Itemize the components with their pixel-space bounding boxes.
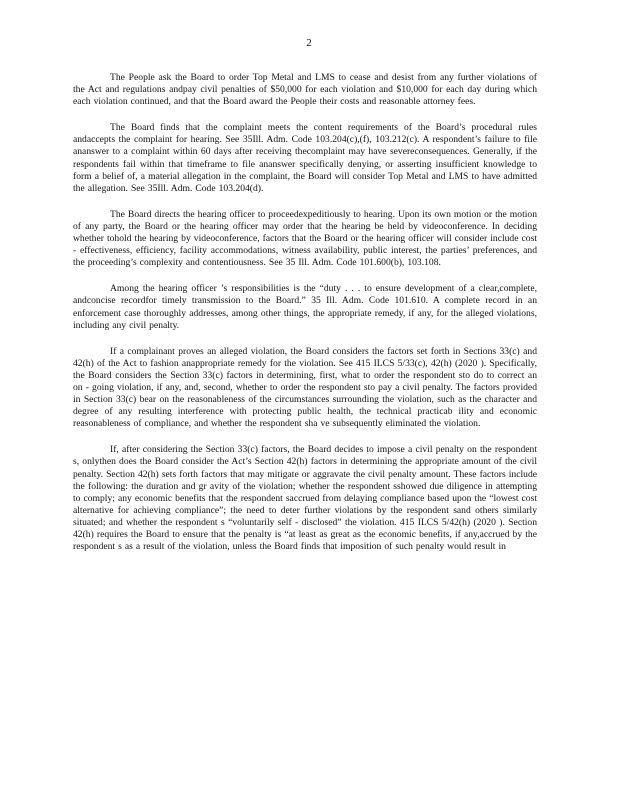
paragraph-request-relief: The People ask the Board to order Top Metal and LMS to cease and desist from any further violations of the Act and regulations andpay civil penalties of $50,000 for each violation and $10,000 for each day during which each violation continued, and that the Board award the People their costs and reasonable attorney fees. <box>73 72 537 108</box>
paragraph-section-42h: If, after considering the Section 33(c) factors, the Board decides to impose a civil penalty on the respondent s, onlythen does the Board consider the Act’s Section 42(h) factors in determining the appropriate amount of the civil penalty. Section 42(h) sets forth factors that may mitigate or aggravate the civil penalty amount. These factors include the following: the duration and gr avity of the violation; whether the respondent sshowed due diligence in attempting to comply; any economic benefits that the respondent saccrued from delaying compliance based upon the “lowest cost alternative for achieving compliance”; the need to deter further violations by the respondent sand others similarly situated; and whether the respondent s “voluntarily self - disclosed” the violation. 415 ILCS 5/42(h) (2020 ). Section 42(h) requires the Board to ensure that the penalty is “at least as great as the economic benefits, if any,accrued by the respondent s as a result of the violation, unless the Board finds that imposition of such penalty would result in <box>73 444 537 553</box>
paragraph-complaint-accepted: The Board finds that the complaint meets the content requirements of the Board’s procedural rules andaccepts the complaint for hearing. See 35Ill. Adm. Code 103.204(c),(f), 103.212(c). A respondent’s failure to file ananswer to a complaint within 60 days after receiving thecomplaint may have severeconsequences. Generally, if the respondents fail within that timeframe to file ananswer specifically denying, or asserting insufficient knowledge to form a belief of, a material allegation in the complaint, the Board will consider Top Metal and LMS to have admitted the allegation. See 35Ill. Adm. Code 103.204(d). <box>73 122 537 194</box>
body-text <box>73 72 537 567</box>
paragraph-section-33c: If a complainant proves an alleged violation, the Board considers the factors set forth in Sections 33(c) and 42(h) of the Act to fashion anappropriate remedy for the violation. See 415 ILCS 5/33(c), 42(h) (2020 ). Specifically, the Board considers the Section 33(c) factors in determining, first, what to order the respondent sto do to correct an on - going violation, if any, and, second, whether to order the respondent sto pay a civil penalty. The factors provided in Section 33(c) bear on the reasonableness of the circumstances surrounding the violation, such as the character and degree of any resulting interference with protecting public health, the technical practicab ility and economic reasonableness of compliance, and whether the respondent sha ve subsequently eliminated the violation. <box>73 345 537 430</box>
paragraph-hearing-directive: The Board directs the hearing officer to proceedexpeditiously to hearing. Upon its own motion or the motion of any party, the Board or the hearing officer may order that the hearing be held by videoconference. In deciding whether tohold the hearing by videoconference, factors that the Board or the hearing officer will consider include cost - effectiveness, efficiency, facility accommodations, witness availability, public interest, the parties’ preferences, and the proceeding’s complexity and contentiousness. See 35 Ill. Adm. Code 101.600(b), 103.108. <box>73 208 537 269</box>
page-number: 2 <box>306 37 312 49</box>
paragraph-hearing-officer-duty: Among the hearing officer ’s responsibilities is the “duty . . . to ensure development of a clear,complete, andconcise recordfor timely transmission to the Board.” 35 Ill. Adm. Code 101.610. A complete record in an enforcement case thoroughly addresses, among other things, the appropriate remedy, if any, for the alleged violations, including any civil penalty. <box>73 283 537 331</box>
